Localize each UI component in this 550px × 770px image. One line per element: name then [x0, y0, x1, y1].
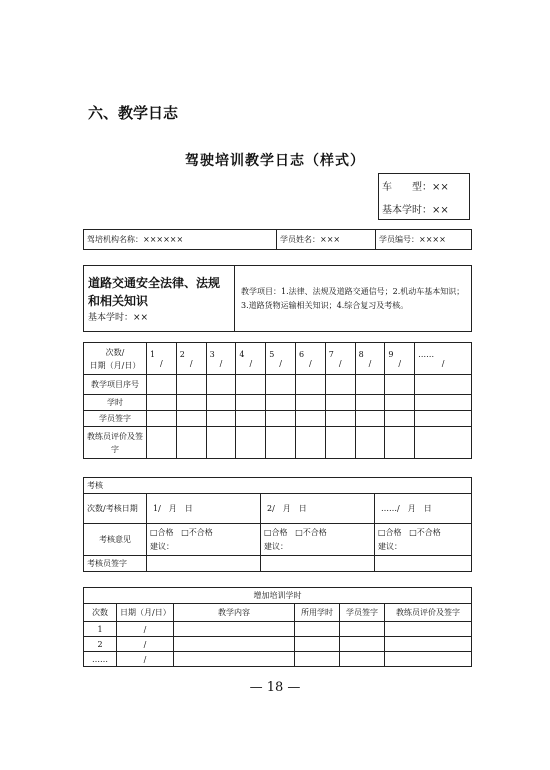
section-title: 六、教学日志 — [88, 104, 179, 122]
session-number: 1 — [150, 349, 156, 359]
session-5 — [266, 343, 296, 375]
extra-header-content: 教学内容 — [174, 604, 295, 622]
row-label-coach-eval: 教练员评价及签字 — [84, 427, 147, 459]
session-number: …… — [418, 349, 435, 359]
exam-table — [83, 477, 472, 572]
sessions-header-label-1: 次数/ — [105, 347, 125, 357]
session-number: 5 — [269, 349, 275, 359]
row-label-hours: 学时 — [84, 395, 147, 411]
vehicle-type-label: 车 型： — [382, 182, 432, 194]
subject-title-line2: 和相关知识 — [88, 294, 149, 308]
student-name: 学员姓名：××× — [277, 230, 376, 250]
session-2 — [176, 343, 206, 375]
session-number: 6 — [298, 349, 305, 359]
table-row — [84, 637, 472, 652]
session-date: / — [279, 358, 282, 368]
session-date: / — [368, 358, 372, 368]
subject-title-cell — [84, 266, 235, 332]
basic-hours-value: ×× — [432, 204, 449, 216]
row-label-item-no: 教学项目序号 — [84, 375, 147, 395]
vehicle-hours-box — [378, 173, 470, 220]
extra-header-date: 日期（月/日） — [117, 604, 174, 622]
sessions-header-label — [84, 343, 147, 375]
student-id: 学员编号：×××× — [376, 230, 472, 250]
session-date: / — [249, 358, 253, 368]
session-1 — [147, 343, 177, 375]
extra-header-student-sign: 学员签字 — [340, 604, 385, 622]
subject-block — [83, 265, 472, 332]
pass-checkbox[interactable]: □合格 — [378, 527, 402, 537]
fail-checkbox[interactable]: □不合格 — [409, 527, 441, 537]
subject-items: 教学项目：1.法律、法规及道路交通信号；2.机动车基本知识；3.道路货物运输相关知识；4.综合复习及考核。 — [235, 266, 472, 332]
pass-checkbox[interactable]: □合格 — [264, 527, 288, 537]
extra-row-date: / — [117, 652, 174, 667]
extra-row-num: 1 — [84, 622, 117, 637]
subject-title-line1: 道路交通安全法律、法规 — [88, 276, 221, 290]
suggestion-label: 建议： — [378, 541, 402, 551]
extra-header-coach-eval: 教练员评价及签字 — [385, 604, 472, 622]
session-more — [415, 343, 472, 375]
session-9 — [385, 343, 415, 375]
exam-date-label: 次数/考核日期 — [84, 494, 147, 524]
session-date: / — [398, 358, 402, 368]
table-row — [84, 411, 472, 427]
table-row — [84, 427, 472, 459]
table-row — [84, 375, 472, 395]
page-number: — 18 — — [249, 680, 301, 695]
sessions-table — [83, 342, 472, 459]
exam-date-3: ……/ 月 日 — [375, 494, 472, 524]
vehicle-type-cell — [379, 174, 470, 198]
exam-title: 考核 — [84, 478, 472, 494]
session-date: / — [309, 358, 312, 368]
session-4 — [236, 343, 266, 375]
extra-row-num: …… — [84, 652, 117, 667]
extra-header-num: 次数 — [84, 604, 117, 622]
extra-row-num: 2 — [84, 637, 117, 652]
session-number: 8 — [358, 349, 364, 359]
session-6 — [295, 343, 325, 375]
session-8 — [355, 343, 385, 375]
sessions-header-row — [84, 343, 472, 375]
session-number: 3 — [209, 349, 215, 359]
session-date: / — [219, 358, 223, 368]
fail-checkbox[interactable]: □不合格 — [181, 527, 213, 537]
extra-row-date: / — [117, 637, 174, 652]
exam-opinion-1 — [147, 524, 261, 556]
exam-opinion-2 — [261, 524, 375, 556]
basic-hours-cell — [379, 198, 470, 220]
table-row — [84, 652, 472, 667]
session-number: 9 — [388, 349, 394, 359]
exam-date-1: 1/ 月 日 — [147, 494, 261, 524]
suggestion-label: 建议： — [150, 541, 174, 551]
session-7 — [325, 343, 355, 375]
training-org-name: 驾培机构名称：×××××× — [84, 230, 277, 250]
session-number: 2 — [179, 349, 185, 359]
extra-header-hours: 所用学时 — [295, 604, 340, 622]
suggestion-label: 建议： — [264, 541, 288, 551]
session-date: / — [441, 358, 445, 368]
vehicle-type-value: ×× — [432, 182, 449, 194]
examiner-sign-label: 考核员签字 — [84, 556, 147, 572]
exam-opinion-3 — [375, 524, 472, 556]
sessions-header-label-2: 日期（月/日） — [89, 360, 141, 370]
table-row — [84, 395, 472, 411]
session-date: / — [160, 358, 163, 368]
extra-training-title: 增加培训学时 — [84, 588, 472, 604]
row-label-student-sign: 学员签字 — [84, 411, 147, 427]
subject-hours: 基本学时：×× — [88, 313, 149, 323]
extra-training-table — [83, 587, 472, 667]
fail-checkbox[interactable]: □不合格 — [295, 527, 327, 537]
session-3 — [206, 343, 236, 375]
session-number: 4 — [239, 349, 245, 359]
exam-date-2: 2/ 月 日 — [261, 494, 375, 524]
session-date: / — [338, 358, 342, 368]
exam-opinion-label: 考核意见 — [84, 524, 147, 556]
pass-checkbox[interactable]: □合格 — [150, 527, 174, 537]
session-number: 7 — [328, 349, 334, 359]
extra-row-date: / — [117, 622, 174, 637]
basic-hours-label: 基本学时： — [382, 204, 432, 216]
student-info-row — [83, 229, 472, 250]
extra-header-row — [84, 604, 472, 622]
table-row — [84, 622, 472, 637]
document-title: 驾驶培训教学日志（样式） — [185, 153, 365, 169]
session-date: / — [189, 358, 193, 368]
